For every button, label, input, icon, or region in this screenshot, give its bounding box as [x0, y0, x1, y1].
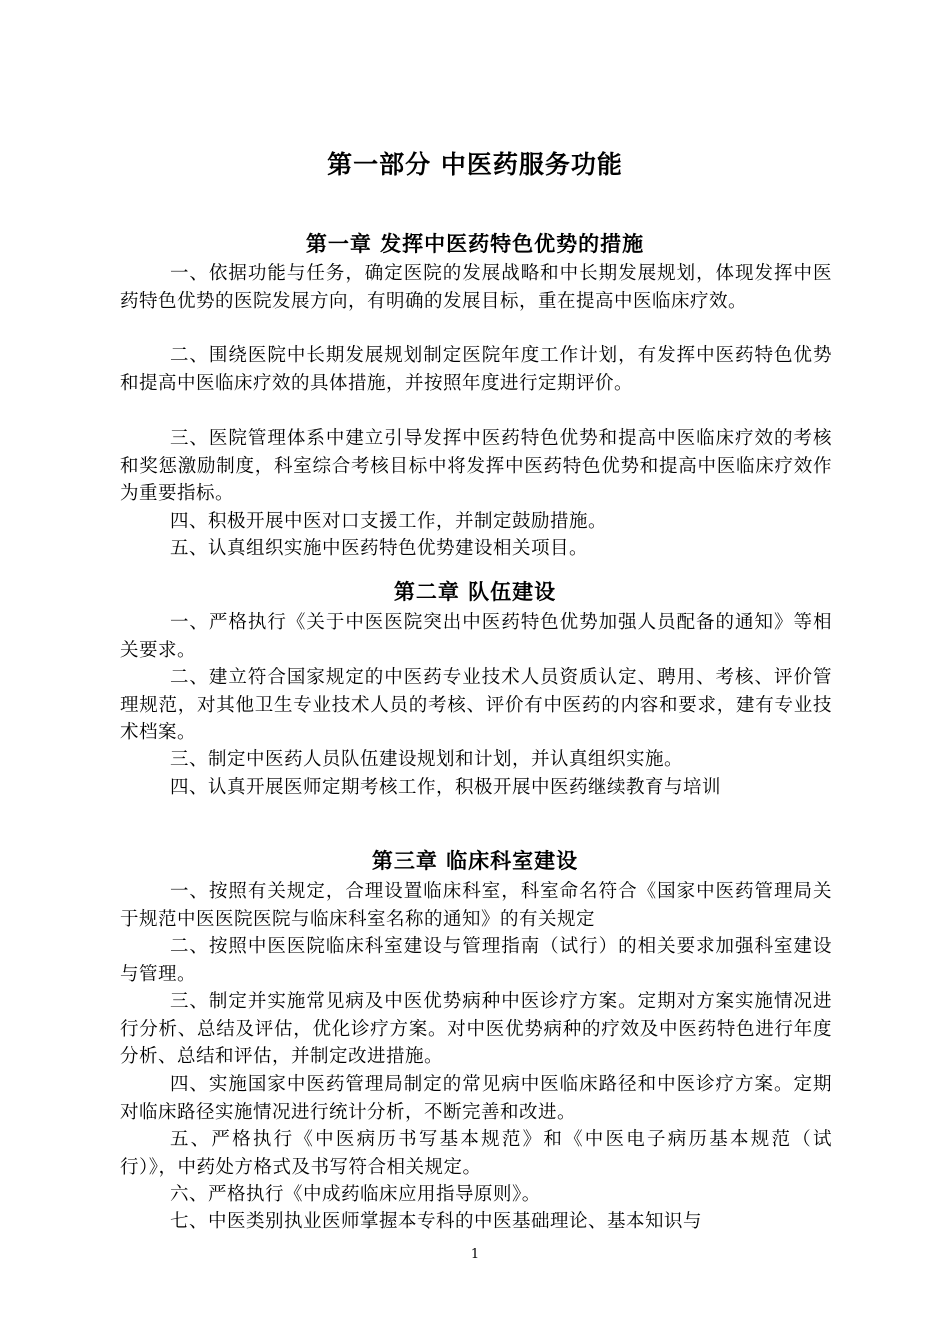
- chapter-1-paragraph: 一、依据功能与任务，确定医院的发展战略和中长期发展规划，体现发挥中医药特色优势的医院发展方向，有明确的发展目标，重在提高中医临床疗效。: [120, 263, 832, 312]
- chapter-2-paragraph: 二、建立符合国家规定的中医药专业技术人员资质认定、聘用、考核、评价管理规范，对其他卫生专业技术人员的考核、评价有中医药的内容和要求，建有专业技术档案。: [120, 667, 832, 744]
- chapter-3-paragraph: 二、按照中医医院临床科室建设与管理指南（试行）的相关要求加强科室建设与管理。: [120, 936, 832, 985]
- chapter-3-paragraph: 一、按照有关规定，合理设置临床科室，科室命名符合《国家中医药管理局关于规范中医医院医院与临床科室名称的通知》的有关规定: [120, 881, 832, 930]
- chapter-3-paragraph: 七、中医类别执业医师掌握本专科的中医基础理论、基本知识与: [169, 1211, 702, 1232]
- chapter-1-title: 第一章 发挥中医药特色优势的措施: [305, 232, 645, 256]
- chapter-2-paragraph: 一、严格执行《关于中医医院突出中医药特色优势加强人员配备的通知》等相关要求。: [120, 612, 832, 661]
- chapter-3-paragraph: 三、制定并实施常见病及中医优势病种中医诊疗方案。定期对方案实施情况进行分析、总结及评估，优化诊疗方案。对中医优势病种的疗效及中医药特色进行年度分析、总结和评估，并制定改进措施。: [120, 991, 832, 1068]
- chapter-1-paragraph: 三、医院管理体系中建立引导发挥中医药特色优势和提高中医临床疗效的考核和奖惩激励制度，科室综合考核目标中将发挥中医药特色优势和提高中医临床疗效作为重要指标。: [120, 428, 832, 505]
- chapter-2-paragraph: 四、认真开展医师定期考核工作，积极开展中医药继续教育与培训: [169, 777, 721, 798]
- chapter-3-paragraph: 六、严格执行《中成药临床应用指导原则》。: [169, 1184, 541, 1205]
- chapter-3-title: 第三章 临床科室建设: [371, 849, 579, 873]
- chapter-3-paragraph: 四、实施国家中医药管理局制定的常见病中医临床路径和中医诊疗方案。定期对临床路径实施情况进行统计分析，不断完善和改进。: [120, 1074, 832, 1123]
- chapter-1-paragraph: 四、积极开展中医对口支援工作，并制定鼓励措施。: [169, 511, 607, 532]
- chapter-3-paragraph: 五、严格执行《中医病历书写基本规范》和《中医电子病历基本规范（试行）》，中药处方格式及书写符合相关规定。: [120, 1129, 832, 1178]
- page-number: 1: [470, 1247, 480, 1262]
- chapter-2-title: 第二章 队伍建设: [393, 580, 557, 604]
- chapter-1-paragraph: 五、认真组织实施中医药特色优势建设相关项目。: [169, 538, 588, 559]
- part-title: 第一部分 中医药服务功能: [327, 150, 623, 179]
- chapter-2-paragraph: 三、制定中医药人员队伍建设规划和计划，并认真组织实施。: [169, 749, 683, 770]
- chapter-1-paragraph: 二、围绕医院中长期发展规划制定医院年度工作计划，有发挥中医药特色优势和提高中医临床疗效的具体措施，并按照年度进行定期评价。: [120, 345, 832, 394]
